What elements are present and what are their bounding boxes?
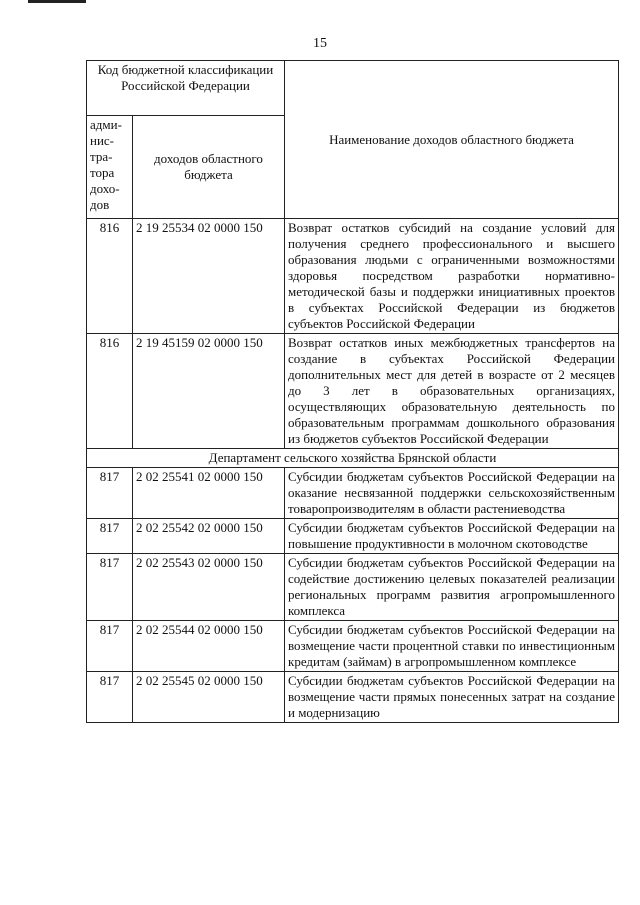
table-row bbox=[87, 672, 619, 723]
budget-classification-table bbox=[86, 60, 619, 723]
department-row bbox=[87, 449, 619, 468]
table-body bbox=[87, 219, 619, 723]
table-header bbox=[87, 61, 619, 219]
table-row bbox=[87, 334, 619, 449]
header-administrator: адми-нис-тра-тора дохо-дов bbox=[87, 116, 133, 219]
table-row bbox=[87, 468, 619, 519]
revenue-code: 2 02 25544 02 0000 150 bbox=[133, 621, 285, 672]
revenue-name: Субсидии бюджетам субъектов Российской Федерации на возмещение части прямых понесенных затрат на создание и модернизацию bbox=[285, 672, 619, 723]
top-rule-decoration bbox=[28, 0, 86, 3]
revenue-name: Возврат остатков иных межбюджетных трансфертов на создание в субъектах Российской Федерации дополнительных мест для детей в возрасте от 2 месяцев до 3 лет в образовательных организациях, осуществляющих образовательную деятельность по образовательным программам дошкольного образования из бюджетов субъектов Российской Федерации bbox=[285, 334, 619, 449]
admin-code: 817 bbox=[87, 554, 133, 621]
revenue-name: Субсидии бюджетам субъектов Российской Федерации на повышение продуктивности в молочном скотоводстве bbox=[285, 519, 619, 554]
revenue-code: 2 02 25541 02 0000 150 bbox=[133, 468, 285, 519]
revenue-name: Возврат остатков субсидий на создание условий для получения среднего профессионального и высшего образования людьми с ограниченными возможностями здоровья посредством разработки нормативно-методической базы и поддержки инициативных проектов в субъектах Российской Федерации из бюджетов субъектов Российской Федерации bbox=[285, 219, 619, 334]
revenue-name: Субсидии бюджетам субъектов Российской Федерации на оказание несвязанной поддержки сельскохозяйственным товаропроизводителям в области растениеводства bbox=[285, 468, 619, 519]
admin-code: 817 bbox=[87, 621, 133, 672]
table-row bbox=[87, 519, 619, 554]
header-revenue-code: доходов областного бюджета bbox=[133, 116, 285, 219]
revenue-name: Субсидии бюджетам субъектов Российской Федерации на возмещение части процентной ставки по инвестиционным кредитам (займам) в агропромышленном комплексе bbox=[285, 621, 619, 672]
admin-code: 816 bbox=[87, 334, 133, 449]
table-row bbox=[87, 219, 619, 334]
revenue-code: 2 19 45159 02 0000 150 bbox=[133, 334, 285, 449]
admin-code: 817 bbox=[87, 672, 133, 723]
page-number: 15 bbox=[313, 36, 327, 51]
admin-code: 817 bbox=[87, 519, 133, 554]
header-classification-code: Код бюджетной классификации Российской Федерации bbox=[87, 61, 285, 116]
revenue-code: 2 02 25543 02 0000 150 bbox=[133, 554, 285, 621]
admin-code: 816 bbox=[87, 219, 133, 334]
revenue-name: Субсидии бюджетам субъектов Российской Федерации на содействие достижению целевых показателей реализации региональных программ развития агропромышленного комплекса bbox=[285, 554, 619, 621]
revenue-code: 2 02 25545 02 0000 150 bbox=[133, 672, 285, 723]
revenue-code: 2 02 25542 02 0000 150 bbox=[133, 519, 285, 554]
revenue-code: 2 19 25534 02 0000 150 bbox=[133, 219, 285, 334]
admin-code: 817 bbox=[87, 468, 133, 519]
table-row bbox=[87, 554, 619, 621]
header-revenue-name: Наименование доходов областного бюджета bbox=[285, 61, 619, 219]
department-title: Департамент сельского хозяйства Брянской области bbox=[87, 449, 619, 468]
table-row bbox=[87, 621, 619, 672]
